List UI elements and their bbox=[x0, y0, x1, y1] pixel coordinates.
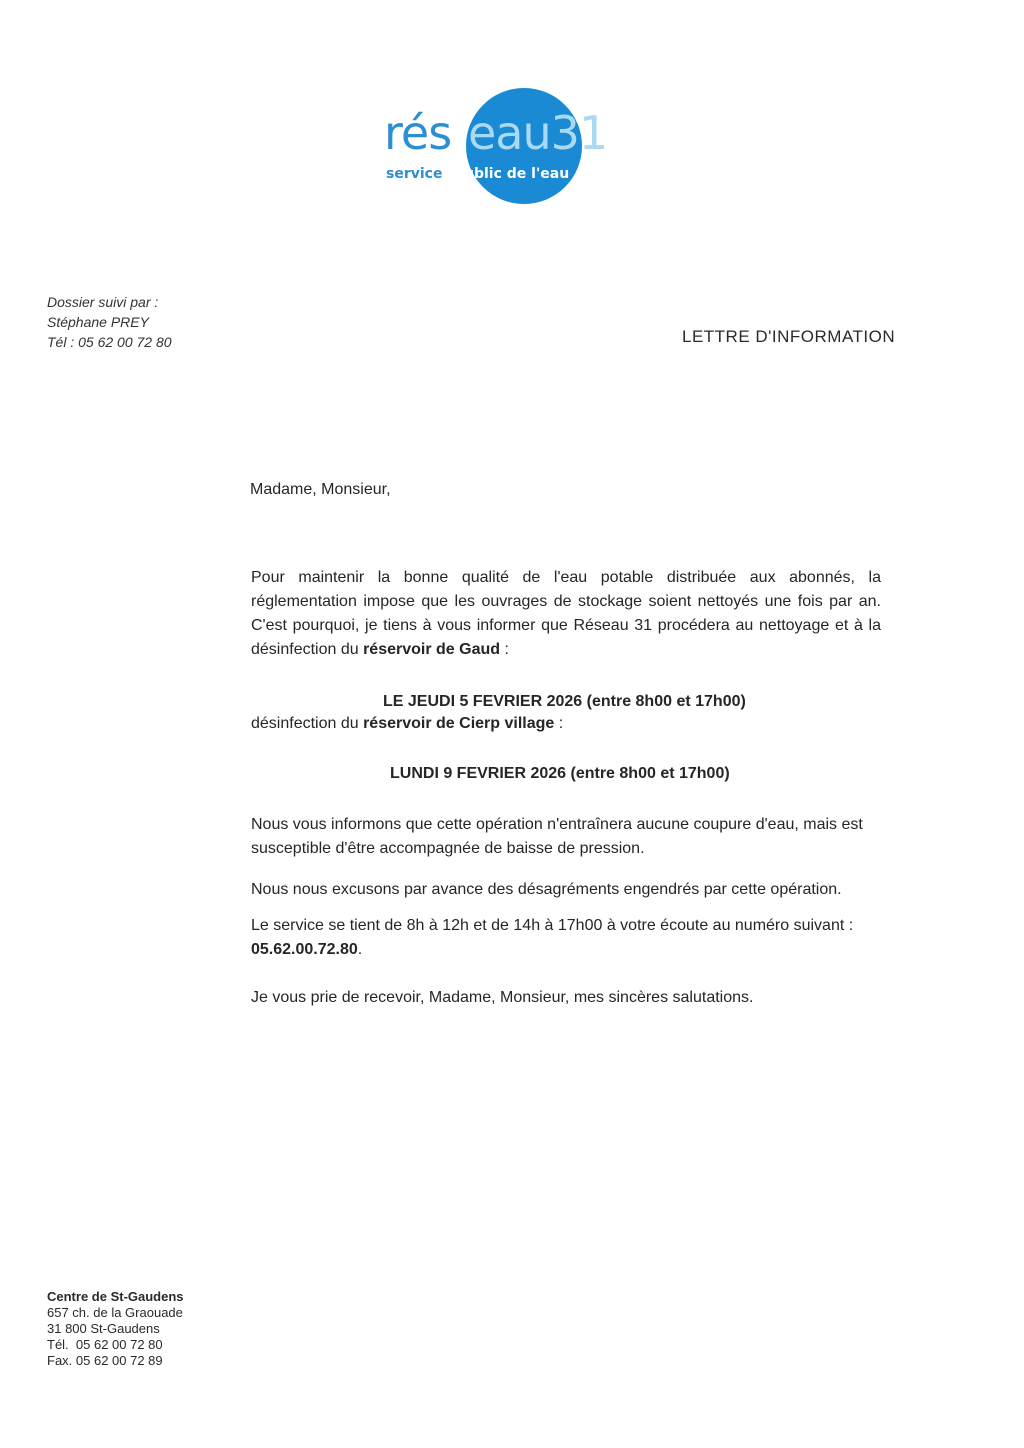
footer-fax: Fax. 05 62 00 72 89 bbox=[47, 1353, 163, 1368]
paragraph-pressure: Nous vous informons que cette opération n'entraînera aucune coupure d'eau, mais est susceptible d'être accompagnée de baisse de pression. bbox=[251, 816, 863, 857]
footer-tel: Tél. 05 62 00 72 80 bbox=[47, 1337, 163, 1352]
service-hours-text: Le service se tient de 8h à 12h et de 14h à 17h00 à votre écoute au numéro suivant : bbox=[251, 917, 854, 934]
date-cierp: LUNDI 9 FEVRIER 2026 (entre 8h00 et 17h00) bbox=[390, 765, 730, 782]
letter-title: LETTRE D'INFORMATION bbox=[682, 327, 896, 346]
dossier-block bbox=[47, 292, 172, 352]
intro-text: Pour maintenir la bonne qualité de l'eau potable distribuée aux abonnés, la réglementation impose que les ouvrages de stockage soient nettoyés une fois par an. C'est pourquoi, je tiens à vous informer que Réseau 31 procédera au nettoyage et à la désinfection du bbox=[251, 569, 881, 658]
reservoir-cierp: réservoir de Cierp village bbox=[363, 715, 555, 732]
service-phone: 05.62.00.72.80 bbox=[251, 941, 358, 958]
logo-text-eau31: eau31 bbox=[468, 106, 608, 160]
footer-address-line1: 657 ch. de la Graouade bbox=[47, 1305, 183, 1320]
greeting: Madame, Monsieur, bbox=[250, 481, 391, 498]
closing-salutation: Je vous prie de recevoir, Madame, Monsieur, mes sincères salutations. bbox=[251, 989, 754, 1006]
dossier-label: Dossier suivi par : bbox=[47, 294, 159, 310]
service-hours-end: . bbox=[357, 941, 363, 958]
footer-center-name: Centre de St-Gaudens bbox=[47, 1289, 184, 1304]
footer-address bbox=[47, 1289, 184, 1369]
paragraph-cierp bbox=[251, 712, 563, 736]
cierp-text: désinfection du bbox=[251, 715, 364, 732]
paragraph-service-hours bbox=[251, 914, 891, 962]
paragraph-apology: Nous nous excusons par avance des désagréments engendrés par cette opération. bbox=[251, 881, 842, 898]
dossier-name: Stéphane PREY bbox=[47, 314, 149, 330]
logo-tagline-public: public de l'eau bbox=[454, 166, 570, 182]
footer-address-line2: 31 800 St-Gaudens bbox=[47, 1321, 160, 1336]
reseau31-logo bbox=[382, 88, 608, 208]
logo-tagline-service: service bbox=[386, 166, 443, 182]
reservoir-gaud: réservoir de Gaud bbox=[363, 641, 501, 658]
paragraph-intro bbox=[251, 566, 881, 662]
date-gaud: LE JEUDI 5 FEVRIER 2026 (entre 8h00 et 17h00) bbox=[383, 693, 746, 710]
dossier-phone: Tél : 05 62 00 72 80 bbox=[47, 334, 172, 350]
logo-text-res: rés bbox=[384, 106, 452, 160]
intro-end: : bbox=[500, 641, 509, 658]
cierp-end: : bbox=[554, 715, 564, 732]
